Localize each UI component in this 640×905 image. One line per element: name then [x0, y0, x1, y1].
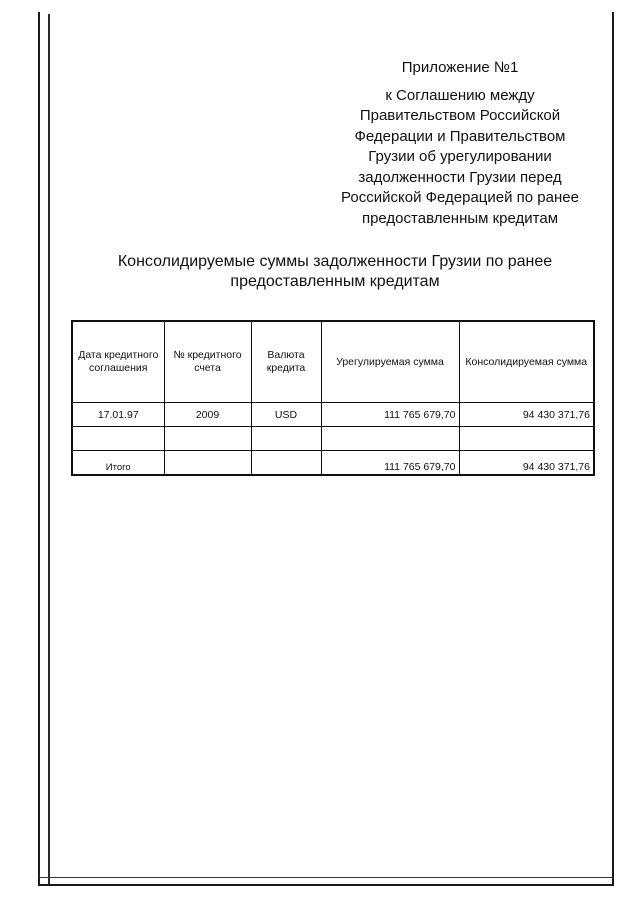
appendix-line: задолженности Грузии перед	[358, 168, 562, 186]
cell-consolidated-amount: 94 430 371,76	[459, 403, 594, 427]
appendix-line: Правительством Российской	[359, 107, 561, 124]
column-header-currency: Валюта кредита	[251, 321, 321, 403]
column-header-agreement-date: Дата кредитного соглашения	[72, 321, 164, 403]
cell-empty	[251, 427, 321, 451]
appendix-line: к Соглашению между	[385, 86, 535, 104]
table-row	[72, 403, 594, 427]
debt-table	[71, 320, 595, 476]
page-border-right	[612, 12, 614, 886]
cell-empty	[251, 451, 321, 476]
heading-line: предоставленным кредитам	[230, 273, 440, 290]
appendix-line: Грузии об урегулировании	[368, 148, 552, 165]
cell-currency: USD	[251, 403, 321, 427]
cell-total-settled-amount: 111 765 679,70	[321, 451, 459, 476]
cell-empty	[164, 451, 251, 476]
cell-empty	[321, 427, 459, 451]
table-header-row	[72, 321, 594, 403]
table-row	[72, 427, 594, 451]
appendix-title: Приложение №1	[401, 59, 519, 76]
column-header-consolidated-amount: Консолидируемая сумма	[459, 321, 594, 403]
appendix-header	[330, 58, 590, 229]
page-border-left	[38, 12, 40, 886]
column-header-settled-amount: Урегулируемая сумма	[321, 321, 459, 403]
page-border-bottom	[38, 877, 614, 878]
appendix-line: предоставленным кредитам	[361, 209, 559, 227]
document-heading	[85, 252, 585, 292]
page-border-left-inner	[48, 14, 50, 886]
cell-total-label: Итого	[72, 451, 164, 476]
cell-empty	[459, 427, 594, 451]
cell-agreement-date: 17.01.97	[72, 403, 164, 427]
cell-empty	[72, 427, 164, 451]
page-border-bottom-thick	[38, 884, 614, 886]
table-total-row	[72, 451, 594, 476]
column-header-account-number: № кредитного счета	[164, 321, 251, 403]
cell-empty	[164, 427, 251, 451]
cell-account-number: 2009	[164, 403, 251, 427]
appendix-line: Российской Федерацией по ранее	[341, 189, 579, 206]
cell-settled-amount: 111 765 679,70	[321, 403, 459, 427]
heading-line: Консолидируемые суммы задолженности Грузии по ранее	[117, 253, 553, 270]
cell-total-consolidated-amount: 94 430 371,76	[459, 451, 594, 476]
appendix-line: Федерации и Правительством	[354, 127, 566, 145]
